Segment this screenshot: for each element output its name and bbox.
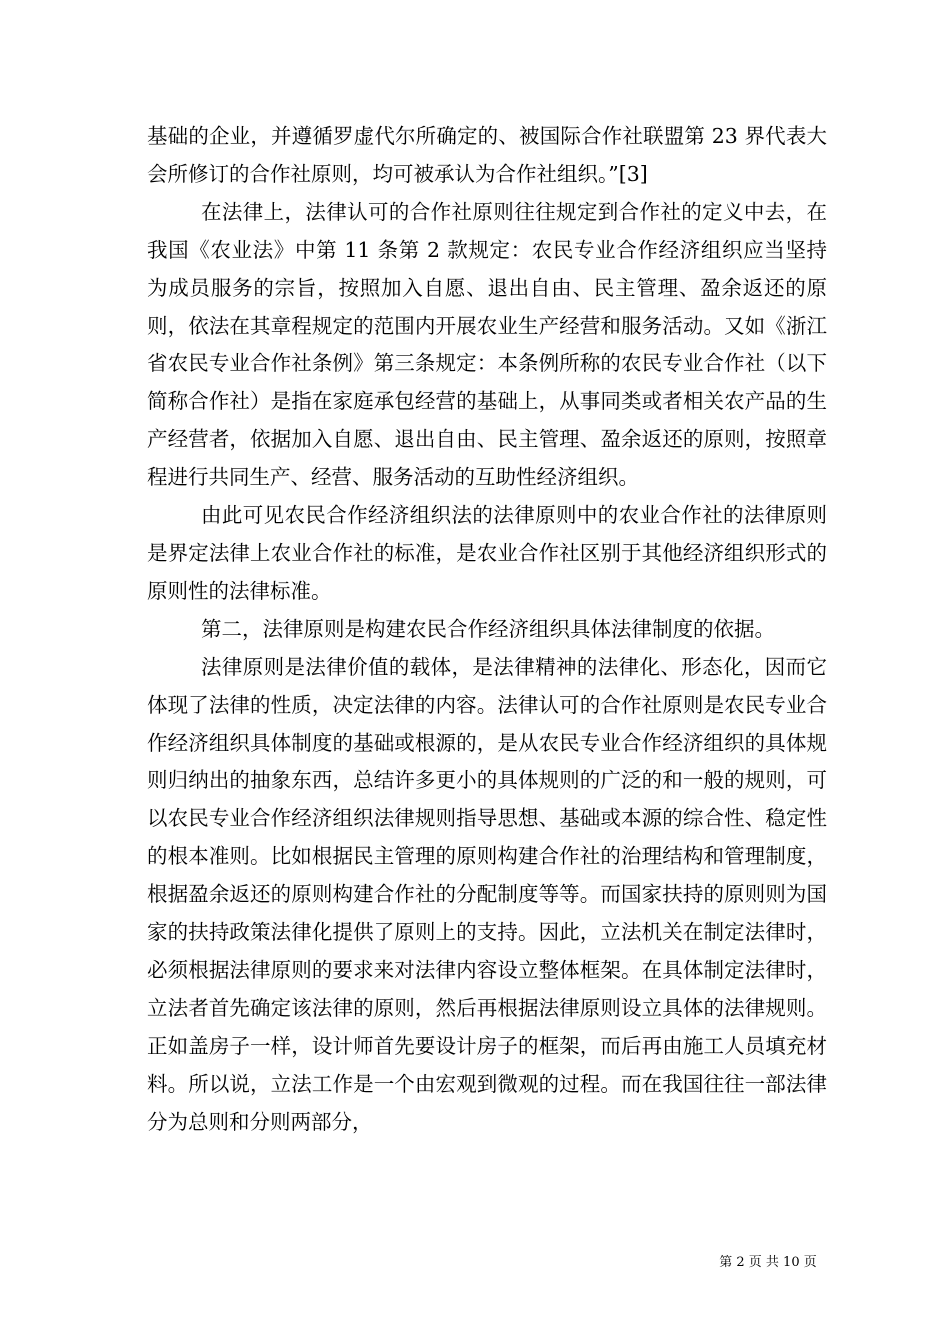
paragraph-4: 第二，法律原则是构建农民合作经济组织具体法律制度的依据。 bbox=[201, 616, 775, 641]
paragraph-3: 由此可见农民合作经济组织法的法律原则中的农业合作社的法律原则是界定法律上农业合作社的标准，是农业合作社区别于其他经济组织形式的原则性的法律标准。 bbox=[147, 503, 827, 603]
page-number: 第 2 页 共 10 页 bbox=[719, 1255, 817, 1270]
document-body bbox=[147, 118, 827, 1141]
paragraph-1: 基础的企业，并遵循罗虚代尔所确定的、被国际合作社联盟第 23 界代表大会所修订的合作社原则，均可被承认为合作社组织。”[3] bbox=[147, 124, 827, 186]
paragraph-2: 在法律上，法律认可的合作社原则往往规定到合作社的定义中去，在我国《农业法》中第 11 条第 2 款规定：农民专业合作经济组织应当坚持为成员服务的宗旨，按照加入自愿、退出自由、民主管理、盈余返还的原则，依法在其章程规定的范围内开展农业生产经营和服务活动。又如《浙江省农民专业合作社条例》第三条规定：本条例所称的农民专业合作社（以下简称合作社）是指在家庭承包经营的基础上，从事同类或者相关农产品的生产经营者，依据加入自愿、退出自由、民主管理、盈余返还的原则，按照章程进行共同生产、经营、服务活动的互助性经济组织。 bbox=[147, 199, 827, 490]
page-footer bbox=[0, 1254, 950, 1272]
paragraph-5: 法律原则是法律价值的载体，是法律精神的法律化、形态化，因而它体现了法律的性质，决定法律的内容。法律认可的合作社原则是农民专业合作经济组织具体制度的基础或根源的，是从农民专业合作经济组织的具体规则归纳出的抽象东西，总结许多更小的具体规则的广泛的和一般的规则，可以农民专业合作经济组织法律规则指导思想、基础或本源的综合性、稳定性的根本准则。比如根据民主管理的原则构建合作社的治理结构和管理制度，根据盈余返还的原则构建合作社的分配制度等等。而国家扶持的原则则为国家的扶持政策法律化提供了原则上的支持。因此，立法机关在制定法律时，必须根据法律原则的要求来对法律内容设立整体框架。在具体制定法律时，立法者首先确定该法律的原则，然后再根据法律原则设立具体的法律规则。正如盖房子一样，设计师首先要设计房子的框架，而后再由施工人员填充材料。所以说，立法工作是一个由宏观到微观的过程。而在我国往往一部法律分为总则和分则两部分， bbox=[147, 654, 827, 1134]
